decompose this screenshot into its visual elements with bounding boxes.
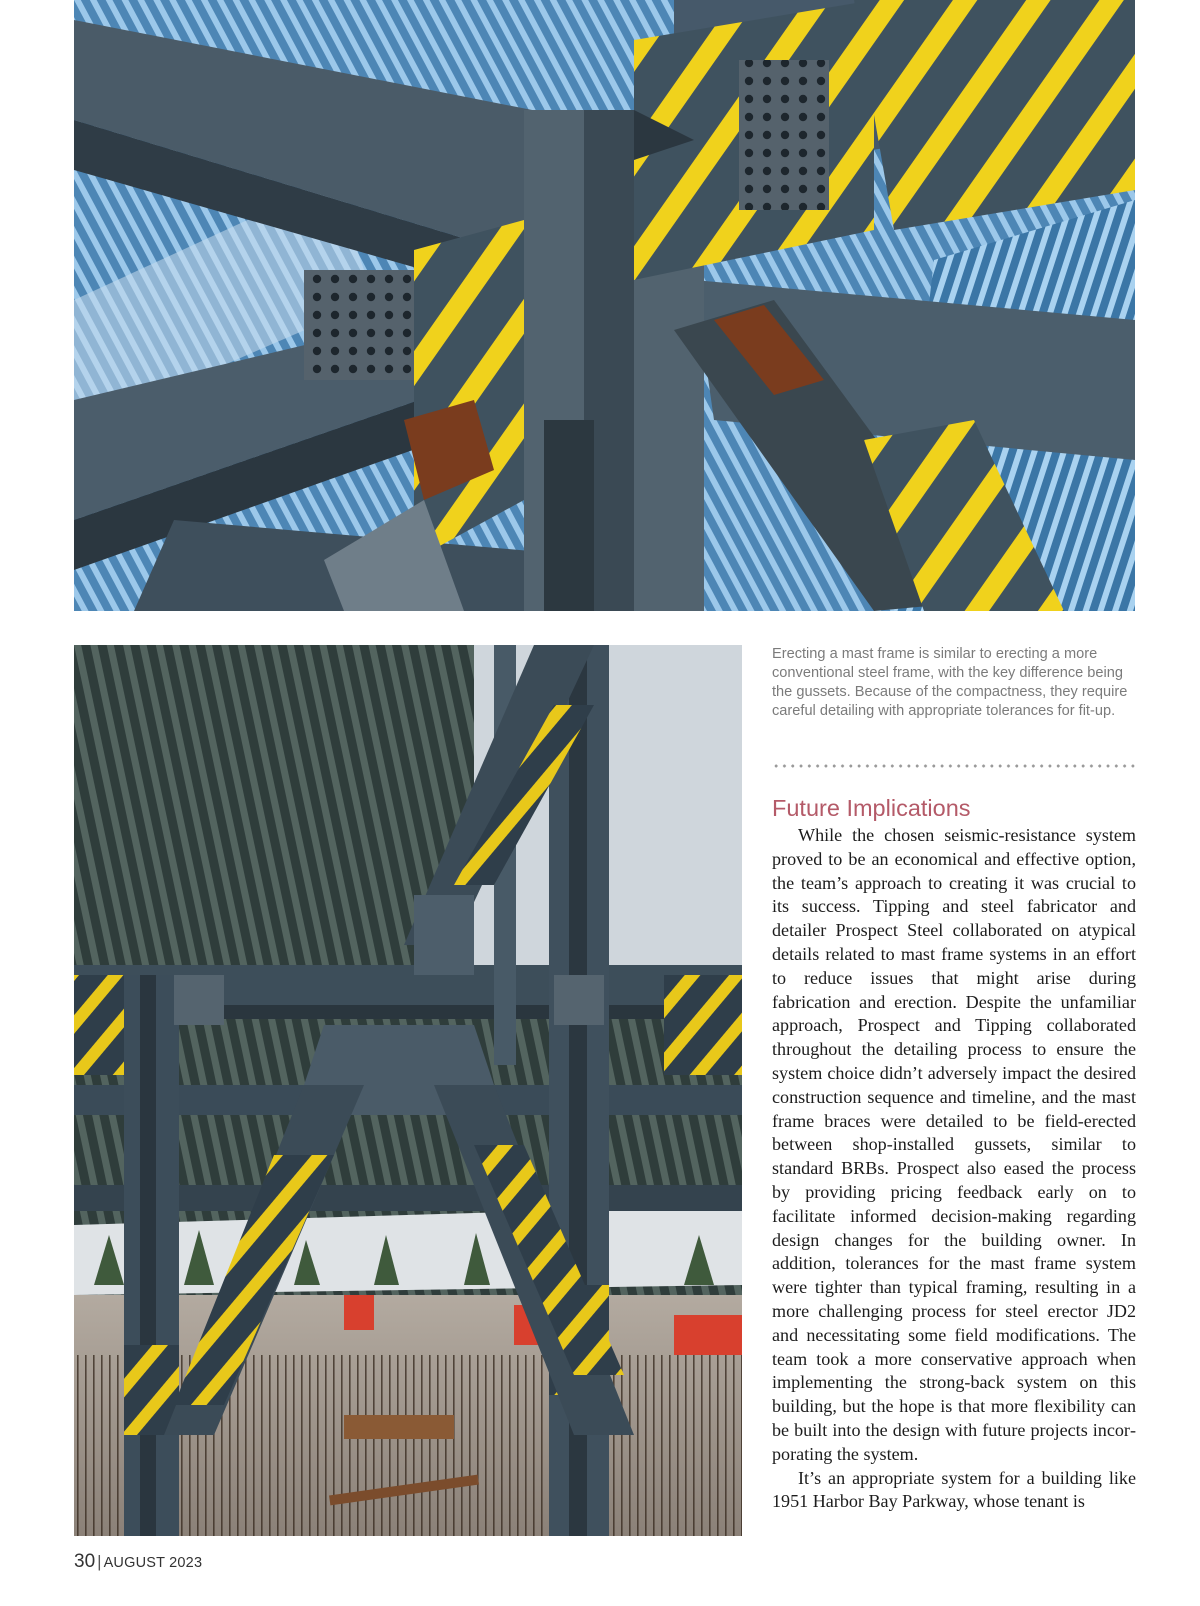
dotted-divider	[772, 764, 1136, 768]
page-number: 30	[74, 1551, 96, 1572]
photo-mast-frame-bottom	[74, 645, 742, 1536]
photo-steel-connection-top	[74, 0, 1135, 611]
photo-caption: Erecting a mast frame is similar to erecting a more conventional steel frame, with the key difference being the gussets. Because of the compactness, they require careful detailing with appropriate tolerances for fit-up.	[772, 646, 1128, 719]
steel-connection-illustration	[74, 0, 1135, 611]
footer-separator: |	[97, 1552, 102, 1571]
issue-date: AUGUST 2023	[103, 1555, 203, 1571]
mast-frame-illustration	[74, 645, 742, 1536]
section-heading: Future Implications	[772, 795, 971, 821]
article-body	[772, 824, 1136, 1514]
page-footer	[74, 1551, 202, 1573]
body-paragraph: It’s an appropriate system for a building like 1951 Harbor Bay Parkway, whose tenant is	[772, 1467, 1136, 1512]
body-paragraph: While the chosen seismic-resistance system proved to be an economical and effective option, the team’s approach to creating it was crucial to its success. Tipping and steel fabricator and detailer Prospect Steel collaborated on atypical details related to mast frame systems in an effort to reduce issues that might arise during fabrication and erection. Despite the unfamiliar approach, Prospect and Tipping collaborated throughout the detailing process to ensure the system choice didn’t adversely impact the desired construction sequence and timeline, and the mast frame braces were detailed to be field-erected between shop-installed gussets, similar to standard BRBs. Prospect also eased the process by providing pricing feedback early on to facilitate informed decision-making regarding design changes for the building owner. In addition, tolerances for the mast frame system were tighter than typical framing, resulting in a more challenging process for steel erector JD2 and necessitating some field modifications. The team took a more conservative approach when implementing the strong-back system on this building, but the hope is that more flexibility can be built into the design with future projects incorporating the system.	[772, 825, 1136, 1464]
